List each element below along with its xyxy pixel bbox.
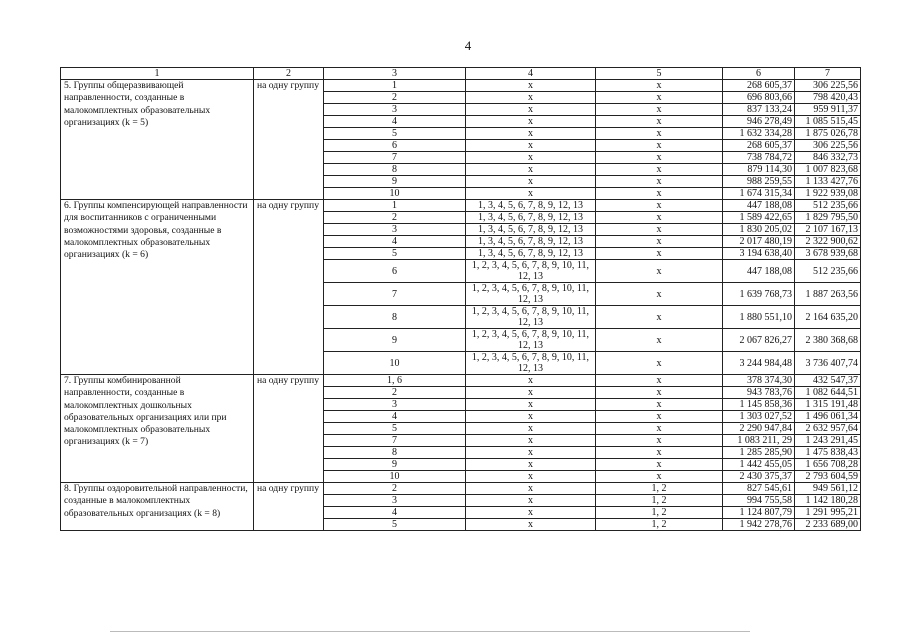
- code-cell: 7: [324, 283, 466, 306]
- extra-cell: x: [596, 459, 723, 471]
- value-cell-6: 827 545,61: [723, 483, 795, 495]
- value-cell-6: 3 244 984,48: [723, 352, 795, 375]
- condition-cell: x: [466, 471, 596, 483]
- condition-cell: 1, 2, 3, 4, 5, 6, 7, 8, 9, 10, 11, 12, 13: [466, 352, 596, 375]
- extra-cell: x: [596, 283, 723, 306]
- code-cell: 10: [324, 188, 466, 200]
- code-cell: 9: [324, 459, 466, 471]
- group-title-cell: 6. Группы компенсирующей направленности для воспитанников с ограниченными возможностями здоровья, созданные в малокомплектных образовательных организациях (k = 6): [61, 200, 254, 375]
- table-header-row: [61, 68, 861, 80]
- value-cell-6: 1 632 334,28: [723, 128, 795, 140]
- extra-cell: x: [596, 352, 723, 375]
- value-cell-7: 3 736 407,74: [795, 352, 861, 375]
- column-number-cell: 3: [324, 68, 466, 80]
- extra-cell: x: [596, 423, 723, 435]
- value-cell-7: 2 632 957,64: [795, 423, 861, 435]
- extra-cell: x: [596, 260, 723, 283]
- extra-cell: 1, 2: [596, 507, 723, 519]
- value-cell-6: 268 605,37: [723, 140, 795, 152]
- code-cell: 2: [324, 212, 466, 224]
- value-cell-7: 512 235,66: [795, 200, 861, 212]
- extra-cell: x: [596, 248, 723, 260]
- value-cell-7: 798 420,43: [795, 92, 861, 104]
- condition-cell: 1, 3, 4, 5, 6, 7, 8, 9, 12, 13: [466, 236, 596, 248]
- value-cell-6: 2 067 826,27: [723, 329, 795, 352]
- table-row: [61, 80, 861, 92]
- value-cell-7: 1 475 838,43: [795, 447, 861, 459]
- extra-cell: x: [596, 128, 723, 140]
- condition-cell: x: [466, 399, 596, 411]
- tariff-table: [60, 67, 861, 531]
- condition-cell: x: [466, 176, 596, 188]
- code-cell: 8: [324, 447, 466, 459]
- extra-cell: x: [596, 399, 723, 411]
- extra-cell: x: [596, 447, 723, 459]
- extra-cell: x: [596, 140, 723, 152]
- code-cell: 6: [324, 260, 466, 283]
- extra-cell: x: [596, 188, 723, 200]
- unit-cell: на одну группу: [254, 80, 324, 200]
- code-cell: 1: [324, 80, 466, 92]
- value-cell-7: 1 887 263,56: [795, 283, 861, 306]
- value-cell-6: 447 188,08: [723, 260, 795, 283]
- code-cell: 4: [324, 507, 466, 519]
- condition-cell: x: [466, 483, 596, 495]
- value-cell-6: 946 278,49: [723, 116, 795, 128]
- value-cell-6: 738 784,72: [723, 152, 795, 164]
- condition-cell: x: [466, 375, 596, 387]
- value-cell-7: 1 315 191,48: [795, 399, 861, 411]
- code-cell: 1, 6: [324, 375, 466, 387]
- page-bottom-rule: [110, 631, 750, 632]
- column-number-cell: 4: [466, 68, 596, 80]
- condition-cell: x: [466, 104, 596, 116]
- value-cell-6: 1 303 027,52: [723, 411, 795, 423]
- condition-cell: x: [466, 92, 596, 104]
- extra-cell: x: [596, 224, 723, 236]
- value-cell-7: 1 496 061,34: [795, 411, 861, 423]
- code-cell: 2: [324, 92, 466, 104]
- condition-cell: 1, 2, 3, 4, 5, 6, 7, 8, 9, 10, 11, 12, 13: [466, 306, 596, 329]
- extra-cell: 1, 2: [596, 495, 723, 507]
- value-cell-7: 432 547,37: [795, 375, 861, 387]
- value-cell-6: 1 124 807,79: [723, 507, 795, 519]
- column-number-cell: 6: [723, 68, 795, 80]
- code-cell: 4: [324, 236, 466, 248]
- condition-cell: x: [466, 447, 596, 459]
- extra-cell: 1, 2: [596, 519, 723, 531]
- code-cell: 7: [324, 152, 466, 164]
- value-cell-7: 1 243 291,45: [795, 435, 861, 447]
- code-cell: 8: [324, 164, 466, 176]
- extra-cell: x: [596, 164, 723, 176]
- condition-cell: x: [466, 188, 596, 200]
- value-cell-6: 1 083 211, 29: [723, 435, 795, 447]
- value-cell-7: 306 225,56: [795, 80, 861, 92]
- value-cell-7: 949 561,12: [795, 483, 861, 495]
- extra-cell: x: [596, 306, 723, 329]
- value-cell-7: 1 142 180,28: [795, 495, 861, 507]
- code-cell: 3: [324, 399, 466, 411]
- condition-cell: x: [466, 387, 596, 399]
- column-number-cell: 1: [61, 68, 254, 80]
- value-cell-6: 1 145 858,36: [723, 399, 795, 411]
- extra-cell: x: [596, 212, 723, 224]
- extra-cell: x: [596, 104, 723, 116]
- value-cell-7: 2 380 368,68: [795, 329, 861, 352]
- condition-cell: x: [466, 459, 596, 471]
- extra-cell: x: [596, 236, 723, 248]
- value-cell-6: 879 114,30: [723, 164, 795, 176]
- code-cell: 10: [324, 471, 466, 483]
- value-cell-6: 2 430 375,37: [723, 471, 795, 483]
- value-cell-6: 988 259,55: [723, 176, 795, 188]
- value-cell-6: 1 589 422,65: [723, 212, 795, 224]
- page-number: 4: [464, 38, 472, 53]
- code-cell: 3: [324, 104, 466, 116]
- value-cell-6: 1 830 205,02: [723, 224, 795, 236]
- group-title-cell: 7. Группы комбинированной направленности, созданные в малокомплектных дошкольных образовательных организациях или при малокомплектных образовательных организациях (k = 7): [61, 375, 254, 483]
- value-cell-6: 1 639 768,73: [723, 283, 795, 306]
- condition-cell: 1, 2, 3, 4, 5, 6, 7, 8, 9, 10, 11, 12, 13: [466, 260, 596, 283]
- value-cell-7: 1 291 995,21: [795, 507, 861, 519]
- extra-cell: x: [596, 80, 723, 92]
- code-cell: 5: [324, 128, 466, 140]
- extra-cell: x: [596, 387, 723, 399]
- condition-cell: 1, 2, 3, 4, 5, 6, 7, 8, 9, 10, 11, 12, 13: [466, 329, 596, 352]
- code-cell: 3: [324, 495, 466, 507]
- value-cell-6: 447 188,08: [723, 200, 795, 212]
- condition-cell: 1, 2, 3, 4, 5, 6, 7, 8, 9, 10, 11, 12, 13: [466, 283, 596, 306]
- extra-cell: x: [596, 435, 723, 447]
- value-cell-6: 1 674 315,34: [723, 188, 795, 200]
- code-cell: 2: [324, 387, 466, 399]
- column-number-cell: 7: [795, 68, 861, 80]
- value-cell-6: 1 942 278,76: [723, 519, 795, 531]
- condition-cell: x: [466, 152, 596, 164]
- extra-cell: x: [596, 471, 723, 483]
- table-row: [61, 375, 861, 387]
- extra-cell: x: [596, 92, 723, 104]
- condition-cell: 1, 3, 4, 5, 6, 7, 8, 9, 12, 13: [466, 224, 596, 236]
- code-cell: 9: [324, 329, 466, 352]
- column-number-cell: 5: [596, 68, 723, 80]
- condition-cell: x: [466, 507, 596, 519]
- value-cell-7: 2 164 635,20: [795, 306, 861, 329]
- condition-cell: 1, 3, 4, 5, 6, 7, 8, 9, 12, 13: [466, 212, 596, 224]
- value-cell-7: 959 911,37: [795, 104, 861, 116]
- value-cell-6: 2 290 947,84: [723, 423, 795, 435]
- value-cell-6: 268 605,37: [723, 80, 795, 92]
- value-cell-6: 994 755,58: [723, 495, 795, 507]
- extra-cell: x: [596, 329, 723, 352]
- table-row: [61, 200, 861, 212]
- value-cell-7: 2 107 167,13: [795, 224, 861, 236]
- value-cell-7: 1 829 795,50: [795, 212, 861, 224]
- value-cell-6: 1 880 551,10: [723, 306, 795, 329]
- unit-cell: на одну группу: [254, 375, 324, 483]
- code-cell: 7: [324, 435, 466, 447]
- value-cell-7: 3 678 939,68: [795, 248, 861, 260]
- value-cell-6: 837 133,24: [723, 104, 795, 116]
- value-cell-6: 3 194 638,40: [723, 248, 795, 260]
- code-cell: 4: [324, 411, 466, 423]
- condition-cell: x: [466, 164, 596, 176]
- value-cell-6: 2 017 480,19: [723, 236, 795, 248]
- value-cell-7: 1 922 939,08: [795, 188, 861, 200]
- unit-cell: на одну группу: [254, 483, 324, 531]
- extra-cell: x: [596, 116, 723, 128]
- unit-cell: на одну группу: [254, 200, 324, 375]
- code-cell: 8: [324, 306, 466, 329]
- code-cell: 1: [324, 200, 466, 212]
- value-cell-6: 1 442 455,05: [723, 459, 795, 471]
- code-cell: 2: [324, 483, 466, 495]
- value-cell-7: 512 235,66: [795, 260, 861, 283]
- condition-cell: x: [466, 116, 596, 128]
- value-cell-7: 2 793 604,59: [795, 471, 861, 483]
- table-row: [61, 483, 861, 495]
- value-cell-7: 306 225,56: [795, 140, 861, 152]
- value-cell-6: 696 803,66: [723, 92, 795, 104]
- group-title-cell: 5. Группы общеразвивающей направленности, созданные в малокомплектных образовательных организациях (k = 5): [61, 80, 254, 200]
- extra-cell: x: [596, 176, 723, 188]
- value-cell-7: 846 332,73: [795, 152, 861, 164]
- extra-cell: 1, 2: [596, 483, 723, 495]
- code-cell: 5: [324, 519, 466, 531]
- value-cell-6: 943 783,76: [723, 387, 795, 399]
- condition-cell: x: [466, 411, 596, 423]
- value-cell-7: 1 007 823,68: [795, 164, 861, 176]
- value-cell-7: 2 233 689,00: [795, 519, 861, 531]
- condition-cell: x: [466, 80, 596, 92]
- value-cell-7: 1 656 708,28: [795, 459, 861, 471]
- code-cell: 5: [324, 248, 466, 260]
- condition-cell: x: [466, 140, 596, 152]
- code-cell: 6: [324, 140, 466, 152]
- value-cell-7: 1 133 427,76: [795, 176, 861, 188]
- value-cell-7: 2 322 900,62: [795, 236, 861, 248]
- column-number-cell: 2: [254, 68, 324, 80]
- value-cell-7: 1 082 644,51: [795, 387, 861, 399]
- code-cell: 5: [324, 423, 466, 435]
- code-cell: 10: [324, 352, 466, 375]
- condition-cell: x: [466, 435, 596, 447]
- condition-cell: x: [466, 519, 596, 531]
- value-cell-6: 1 285 285,90: [723, 447, 795, 459]
- value-cell-7: 1 875 026,78: [795, 128, 861, 140]
- value-cell-6: 378 374,30: [723, 375, 795, 387]
- condition-cell: x: [466, 495, 596, 507]
- extra-cell: x: [596, 375, 723, 387]
- condition-cell: 1, 3, 4, 5, 6, 7, 8, 9, 12, 13: [466, 248, 596, 260]
- group-title-cell: 8. Группы оздоровительной направленности, созданные в малокомплектных образовательных организациях (k = 8): [61, 483, 254, 531]
- code-cell: 3: [324, 224, 466, 236]
- extra-cell: x: [596, 152, 723, 164]
- extra-cell: x: [596, 411, 723, 423]
- condition-cell: x: [466, 128, 596, 140]
- condition-cell: 1, 3, 4, 5, 6, 7, 8, 9, 12, 13: [466, 200, 596, 212]
- value-cell-7: 1 085 515,45: [795, 116, 861, 128]
- code-cell: 9: [324, 176, 466, 188]
- extra-cell: x: [596, 200, 723, 212]
- code-cell: 4: [324, 116, 466, 128]
- condition-cell: x: [466, 423, 596, 435]
